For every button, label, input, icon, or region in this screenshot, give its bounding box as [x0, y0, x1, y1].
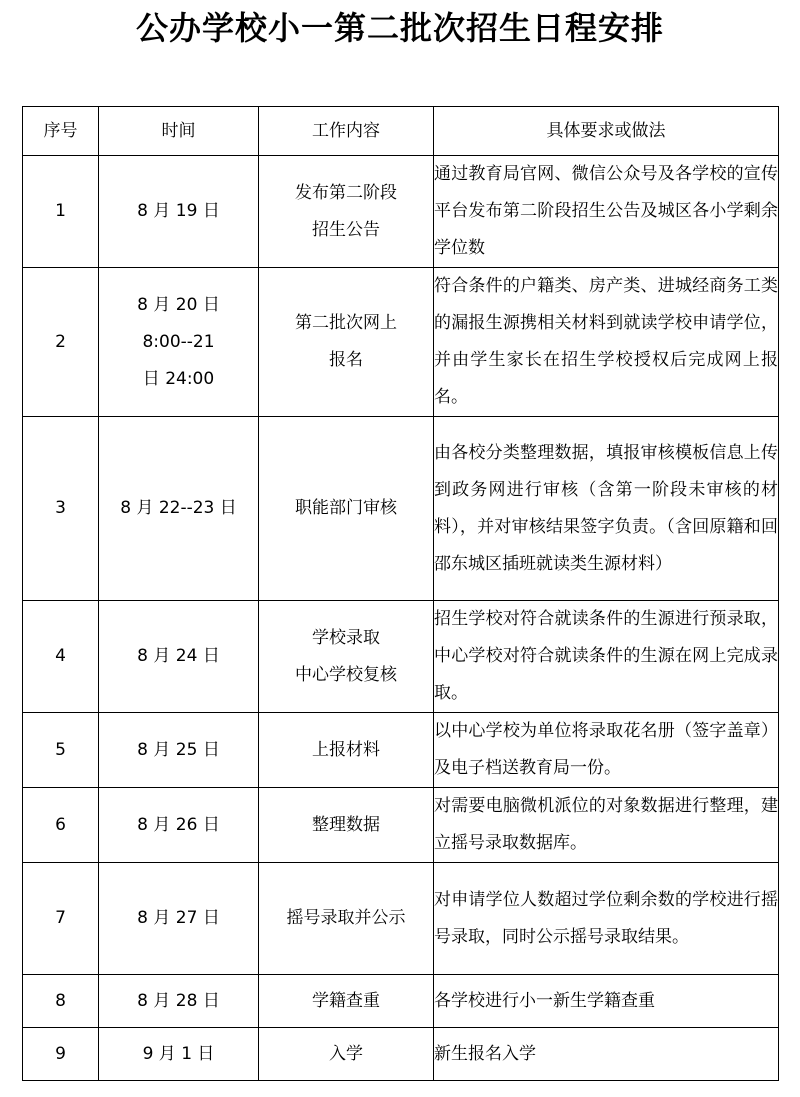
table-row: [23, 713, 779, 788]
row-requirement: 符合条件的户籍类、房产类、进城经商务工类的漏报生源携相关材料到就读学校申请学位，并由学生家长在招生学校授权后完成网上报名。: [434, 268, 779, 417]
row-task: 上报材料: [259, 713, 434, 788]
schedule-table: [22, 106, 779, 1081]
row-task: 学校录取 中心学校复核: [259, 601, 434, 713]
row-task: 职能部门审核: [259, 417, 434, 601]
row-requirement: 由各校分类整理数据，填报审核模板信息上传到政务网进行审核（含第一阶段未审核的材料），并对审核结果签字负责。（含回原籍和回邵东城区插班就读类生源材料）: [434, 417, 779, 601]
table-row: [23, 1028, 779, 1081]
table-row: [23, 863, 779, 975]
row-requirement: 新生报名入学: [434, 1028, 779, 1081]
row-requirement: 以中心学校为单位将录取花名册（签字盖章）及电子档送教育局一份。: [434, 713, 779, 788]
row-task: 摇号录取并公示: [259, 863, 434, 975]
row-number: 7: [23, 863, 99, 975]
row-time: 8 月 27 日: [99, 863, 259, 975]
row-requirement: 招生学校对符合就读条件的生源进行预录取，中心学校对符合就读条件的生源在网上完成录取。: [434, 601, 779, 713]
row-requirement: 各学校进行小一新生学籍查重: [434, 975, 779, 1028]
row-task: 入学: [259, 1028, 434, 1081]
table-row: [23, 268, 779, 417]
row-task: 学籍查重: [259, 975, 434, 1028]
table-row: [23, 975, 779, 1028]
row-time: 8 月 25 日: [99, 713, 259, 788]
header-task: 工作内容: [259, 107, 434, 156]
row-requirement: 对申请学位人数超过学位剩余数的学校进行摇号录取，同时公示摇号录取结果。: [434, 863, 779, 975]
header-row: [23, 107, 779, 156]
row-task: 第二批次网上 报名: [259, 268, 434, 417]
table-row: [23, 788, 779, 863]
header-time: 时间: [99, 107, 259, 156]
row-time: 9 月 1 日: [99, 1028, 259, 1081]
row-requirement: 对需要电脑微机派位的对象数据进行整理，建立摇号录取数据库。: [434, 788, 779, 863]
page-title: 公办学校小一第二批次招生日程安排: [135, 9, 664, 47]
row-time: 8 月 28 日: [99, 975, 259, 1028]
table-body: [23, 156, 779, 1081]
header-number: 序号: [23, 107, 99, 156]
header-requirement: 具体要求或做法: [434, 107, 779, 156]
row-task: 发布第二阶段 招生公告: [259, 156, 434, 268]
table-row: [23, 601, 779, 713]
row-number: 2: [23, 268, 99, 417]
row-time: 8 月 19 日: [99, 156, 259, 268]
row-number: 5: [23, 713, 99, 788]
row-time: 8 月 22--23 日: [99, 417, 259, 601]
row-number: 9: [23, 1028, 99, 1081]
row-number: 6: [23, 788, 99, 863]
row-number: 8: [23, 975, 99, 1028]
row-number: 3: [23, 417, 99, 601]
row-time: 8 月 24 日: [99, 601, 259, 713]
row-number: 1: [23, 156, 99, 268]
row-number: 4: [23, 601, 99, 713]
row-task: 整理数据: [259, 788, 434, 863]
row-requirement: 通过教育局官网、微信公众号及各学校的宣传平台发布第二阶段招生公告及城区各小学剩余学位数: [434, 156, 779, 268]
row-time: 8 月 26 日: [99, 788, 259, 863]
table-header: [23, 107, 779, 156]
row-time: 8 月 20 日 8:00--21 日 24:00: [99, 268, 259, 417]
table-row: [23, 156, 779, 268]
table-row: [23, 417, 779, 601]
